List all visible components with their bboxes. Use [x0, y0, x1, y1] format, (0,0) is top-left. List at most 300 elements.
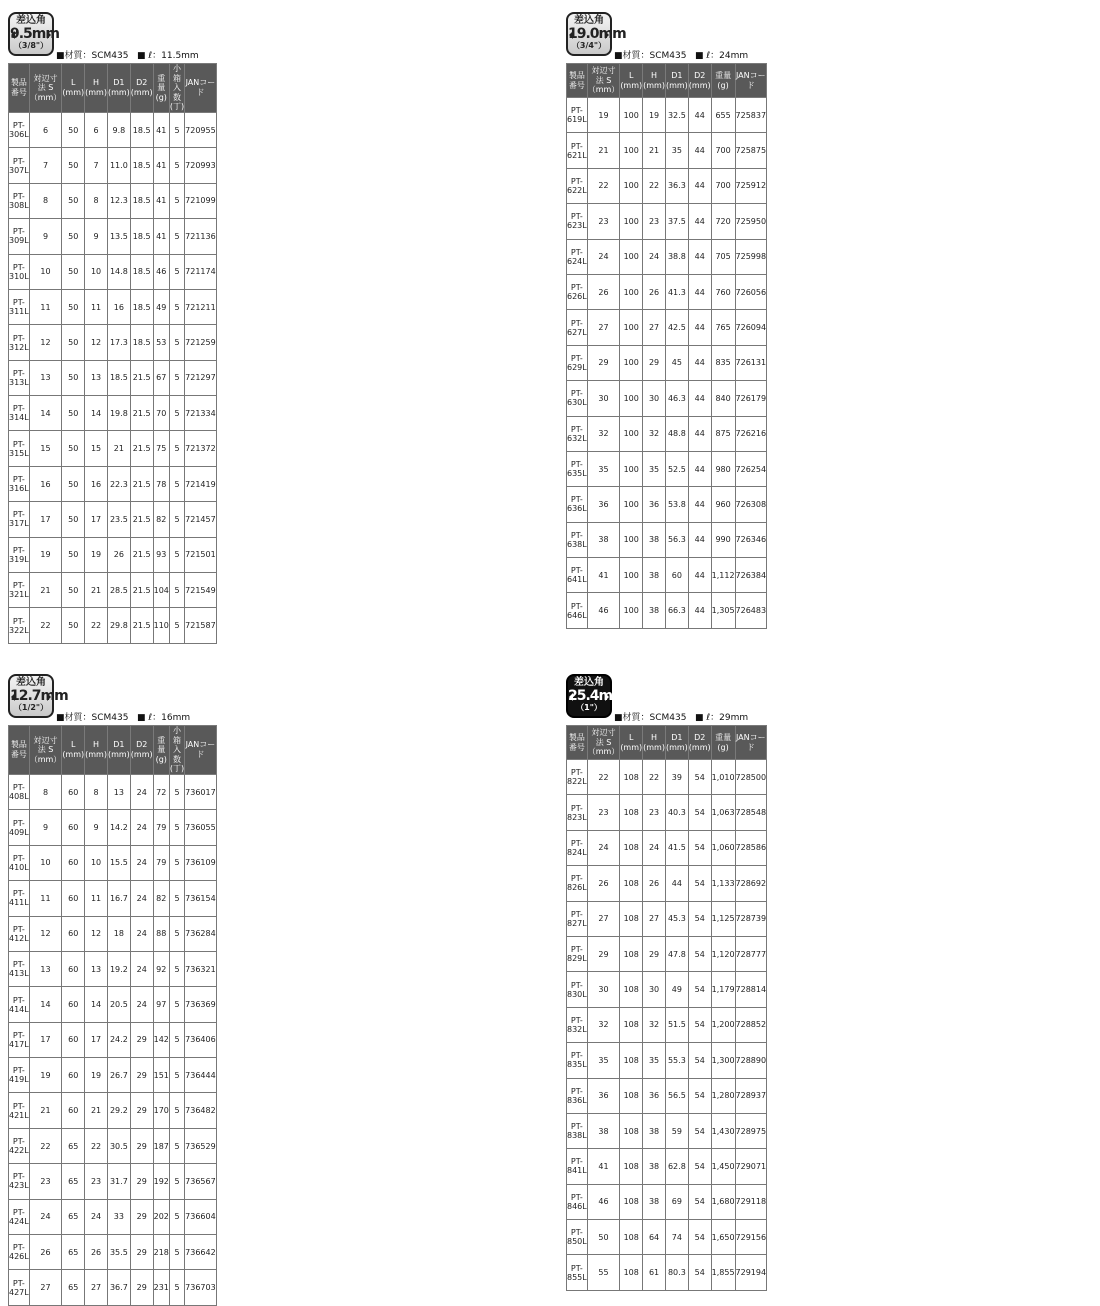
ell-text: ■ ℓ：29mm: [695, 713, 749, 723]
table-cell: 17: [85, 502, 108, 537]
product-code-cell: PT-623L: [567, 204, 588, 239]
table-cell: 728692: [735, 866, 767, 901]
table-cell: 29.8: [107, 608, 130, 643]
table-cell: 721259: [185, 325, 217, 360]
table-cell: 36: [587, 487, 620, 522]
table-cell: 41: [153, 219, 169, 254]
table-cell: 12: [29, 325, 62, 360]
table-cell: 100: [620, 522, 643, 557]
product-code-cell: PT-835L: [567, 1043, 588, 1078]
table-cell: 15: [85, 431, 108, 466]
table-cell: 51.5: [665, 1007, 688, 1042]
table-row: [567, 1184, 767, 1219]
table-cell: 21.5: [130, 466, 153, 501]
table-cell: 21.5: [130, 396, 153, 431]
table-cell: 1,063: [711, 795, 735, 830]
table-cell: 151: [153, 1058, 169, 1093]
table-cell: 8: [29, 774, 62, 809]
table-cell: 21.5: [130, 537, 153, 572]
table-cell: 17: [85, 1022, 108, 1057]
table-cell: 22: [643, 168, 666, 203]
table-cell: 22: [587, 168, 620, 203]
table-cell: 38: [643, 1149, 666, 1184]
table-cell: 1,305: [711, 593, 735, 628]
table-cell: 47.8: [665, 936, 688, 971]
table-cell: 29: [643, 936, 666, 971]
product-code-cell: PT-319L: [9, 537, 30, 572]
table-cell: 82: [153, 502, 169, 537]
column-header: H (mm): [85, 64, 108, 113]
table-cell: 5: [169, 254, 184, 289]
table-cell: 41: [587, 558, 620, 593]
table-cell: 100: [620, 239, 643, 274]
table-cell: 736154: [185, 881, 217, 916]
table-cell: 21.5: [130, 608, 153, 643]
table-cell: 5: [169, 1128, 184, 1163]
table-row: [9, 916, 217, 951]
product-code-cell: PT-311L: [9, 289, 30, 324]
table-cell: 736284: [185, 916, 217, 951]
table-cell: 60: [62, 1022, 85, 1057]
table-cell: 18.5: [130, 219, 153, 254]
column-header: JANコード: [735, 726, 767, 760]
table-cell: 50: [62, 112, 85, 147]
table-cell: 36.3: [665, 168, 688, 203]
column-header: D1 (mm): [665, 726, 688, 760]
spec-table: [566, 725, 767, 1291]
table-cell: 100: [620, 310, 643, 345]
table-cell: 23: [85, 1164, 108, 1199]
table-cell: 16.7: [107, 881, 130, 916]
table-cell: 88: [153, 916, 169, 951]
table-row: [9, 1128, 217, 1163]
product-code-cell: PT-636L: [567, 487, 588, 522]
table-cell: 35: [665, 133, 688, 168]
column-header: 製品番号: [9, 726, 30, 775]
table-cell: 726483: [735, 593, 767, 628]
column-header: 対辺寸法 S（mm）: [587, 726, 620, 760]
table-cell: 21: [107, 431, 130, 466]
table-cell: 50: [62, 537, 85, 572]
product-code-cell: PT-313L: [9, 360, 30, 395]
table-cell: 108: [620, 795, 643, 830]
column-header: 対辺寸法 S（mm）: [29, 64, 62, 113]
table-cell: 44: [688, 168, 711, 203]
product-code-cell: PT-641L: [567, 558, 588, 593]
table-cell: 218: [153, 1235, 169, 1270]
table-cell: 736017: [185, 774, 217, 809]
table-cell: 108: [620, 1007, 643, 1042]
table-cell: 69: [665, 1184, 688, 1219]
table-cell: 19: [29, 537, 62, 572]
table-cell: 5: [169, 810, 184, 845]
product-code-cell: PT-308L: [9, 183, 30, 218]
table-cell: 31.7: [107, 1164, 130, 1199]
table-row: [9, 1058, 217, 1093]
table-cell: 44: [688, 381, 711, 416]
table-cell: 8: [29, 183, 62, 218]
table-cell: 5: [169, 774, 184, 809]
table-cell: 13: [107, 774, 130, 809]
table-cell: 19.8: [107, 396, 130, 431]
ell-text: ■ ℓ：24mm: [695, 51, 749, 61]
material-text: ■材質：SCM435: [614, 713, 687, 723]
table-row: [9, 219, 217, 254]
table-cell: 18.5: [130, 148, 153, 183]
table-cell: 42.5: [665, 310, 688, 345]
table-cell: 37.5: [665, 204, 688, 239]
table-cell: 44: [688, 522, 711, 557]
product-code-cell: PT-621L: [567, 133, 588, 168]
table-cell: 23: [29, 1164, 62, 1199]
table-cell: 5: [169, 1058, 184, 1093]
table-cell: 32: [587, 416, 620, 451]
table-row: [9, 112, 217, 147]
table-header-row: [9, 64, 217, 113]
table-cell: 60: [62, 1058, 85, 1093]
table-cell: 15: [29, 431, 62, 466]
badge-label: 差込角: [574, 15, 604, 26]
table-cell: 728937: [735, 1078, 767, 1113]
table-cell: 24: [130, 774, 153, 809]
table-cell: 16: [29, 466, 62, 501]
table-cell: 97: [153, 987, 169, 1022]
table-cell: 6: [85, 112, 108, 147]
product-code-cell: PT-646L: [567, 593, 588, 628]
table-cell: 35: [587, 451, 620, 486]
product-code-cell: PT-827L: [567, 901, 588, 936]
table-cell: 60: [62, 845, 85, 880]
table-cell: 11: [29, 881, 62, 916]
product-code-cell: PT-419L: [9, 1058, 30, 1093]
table-row: [9, 1199, 217, 1234]
table-cell: 26: [29, 1235, 62, 1270]
table-cell: 30: [643, 972, 666, 1007]
table-cell: 24: [130, 845, 153, 880]
table-cell: 11.0: [107, 148, 130, 183]
table-cell: 70: [153, 396, 169, 431]
table-cell: 1,200: [711, 1007, 735, 1042]
table-cell: 32: [587, 1007, 620, 1042]
table-cell: 21.5: [130, 360, 153, 395]
column-header: D2 (mm): [688, 64, 711, 98]
product-code-cell: PT-312L: [9, 325, 30, 360]
table-cell: 726094: [735, 310, 767, 345]
table-cell: 19: [643, 98, 666, 133]
badge-label: 差込角: [574, 677, 604, 688]
table-cell: 100: [620, 168, 643, 203]
table-cell: 29: [130, 1022, 153, 1057]
table-cell: 48.8: [665, 416, 688, 451]
table-cell: 50: [62, 431, 85, 466]
table-cell: 10: [85, 254, 108, 289]
table-cell: 5: [169, 537, 184, 572]
table-cell: 50: [62, 608, 85, 643]
table-cell: 21: [643, 133, 666, 168]
table-cell: 5: [169, 148, 184, 183]
table-cell: 40.3: [665, 795, 688, 830]
table-cell: 1,855: [711, 1255, 735, 1290]
table-row: [567, 204, 767, 239]
table-cell: 50: [62, 325, 85, 360]
table-cell: 100: [620, 133, 643, 168]
column-header: 小箱入数 (丁): [169, 726, 185, 774]
badge-inch: （1"）: [576, 703, 602, 712]
table-cell: 721211: [185, 289, 217, 324]
table-cell: 100: [620, 558, 643, 593]
table-cell: 38: [643, 1184, 666, 1219]
table-cell: 29: [643, 345, 666, 380]
product-code-cell: PT-410L: [9, 845, 30, 880]
table-cell: 100: [620, 345, 643, 380]
table-cell: 1,280: [711, 1078, 735, 1113]
table-cell: 14: [29, 396, 62, 431]
table-cell: 5: [169, 1022, 184, 1057]
table-cell: 736529: [185, 1128, 217, 1163]
table-cell: 56.3: [665, 522, 688, 557]
table-cell: 726056: [735, 274, 767, 309]
table-cell: 100: [620, 487, 643, 522]
table-cell: 18: [107, 916, 130, 951]
table-cell: 1,060: [711, 830, 735, 865]
column-header: JANコード: [185, 64, 217, 113]
table-cell: 30.5: [107, 1128, 130, 1163]
table-cell: 108: [620, 1078, 643, 1113]
table-cell: 50: [62, 254, 85, 289]
spec-table: [566, 63, 767, 629]
table-cell: 93: [153, 537, 169, 572]
material-text: ■材質：SCM435: [56, 713, 129, 723]
table-cell: 36: [587, 1078, 620, 1113]
table-cell: 29: [130, 1270, 153, 1305]
table-cell: 66.3: [665, 593, 688, 628]
table-cell: 725837: [735, 98, 767, 133]
product-code-cell: PT-309L: [9, 219, 30, 254]
product-code-cell: PT-411L: [9, 881, 30, 916]
badge-size: 19.0mm: [568, 26, 626, 42]
table-row: [567, 310, 767, 345]
table-cell: 30: [587, 972, 620, 1007]
table-cell: 728777: [735, 936, 767, 971]
column-header: D1 (mm): [107, 726, 130, 775]
table-cell: 5: [169, 1235, 184, 1270]
table-cell: 11: [85, 289, 108, 324]
table-cell: 729194: [735, 1255, 767, 1290]
table-cell: 53.8: [665, 487, 688, 522]
table-cell: 41: [587, 1149, 620, 1184]
table-header-row: [567, 726, 767, 760]
table-cell: 721174: [185, 254, 217, 289]
table-row: [9, 148, 217, 183]
table-cell: 5: [169, 502, 184, 537]
table-cell: 9: [29, 810, 62, 845]
product-code-cell: PT-632L: [567, 416, 588, 451]
table-cell: 19: [85, 537, 108, 572]
table-cell: 38.8: [665, 239, 688, 274]
table-cell: 725950: [735, 204, 767, 239]
table-cell: 18.5: [130, 289, 153, 324]
table-cell: 1,680: [711, 1184, 735, 1219]
table-cell: 7: [29, 148, 62, 183]
table-cell: 24: [130, 810, 153, 845]
table-cell: 30: [587, 381, 620, 416]
table-cell: 10: [29, 254, 62, 289]
product-code-cell: PT-841L: [567, 1149, 588, 1184]
table-cell: 38: [643, 1113, 666, 1148]
table-row: [567, 1113, 767, 1148]
table-cell: 50: [62, 148, 85, 183]
table-row: [9, 608, 217, 643]
table-cell: 24: [587, 830, 620, 865]
table-cell: 50: [62, 289, 85, 324]
spec-table: [8, 63, 217, 644]
table-cell: 5: [169, 1164, 184, 1199]
table-cell: 36: [643, 1078, 666, 1113]
table-cell: 18.5: [130, 183, 153, 218]
column-header: L (mm): [62, 726, 85, 775]
table-cell: 54: [688, 1184, 711, 1219]
table-cell: 736604: [185, 1199, 217, 1234]
table-cell: 5: [169, 573, 184, 608]
table-cell: 54: [688, 1255, 711, 1290]
table-cell: 22: [29, 1128, 62, 1163]
table-cell: 54: [688, 760, 711, 795]
table-cell: 10: [29, 845, 62, 880]
table-cell: 24: [130, 951, 153, 986]
product-code-cell: PT-421L: [9, 1093, 30, 1128]
table-cell: 54: [688, 830, 711, 865]
table-cell: 108: [620, 760, 643, 795]
table-cell: 44: [688, 558, 711, 593]
product-code-cell: PT-307L: [9, 148, 30, 183]
table-cell: 21: [29, 573, 62, 608]
column-header: 重量 (g): [153, 726, 169, 775]
table-cell: 14: [85, 396, 108, 431]
table-cell: 728975: [735, 1113, 767, 1148]
product-code-cell: PT-316L: [9, 466, 30, 501]
table-row: [9, 502, 217, 537]
table-cell: 15.5: [107, 845, 130, 880]
table-row: [567, 239, 767, 274]
table-cell: 60: [62, 951, 85, 986]
table-cell: 21.5: [130, 431, 153, 466]
table-cell: 50: [62, 466, 85, 501]
table-cell: 655: [711, 98, 735, 133]
table-cell: 44: [688, 416, 711, 451]
table-cell: 721372: [185, 431, 217, 466]
product-code-cell: PT-322L: [9, 608, 30, 643]
table-cell: 108: [620, 866, 643, 901]
table-cell: 725875: [735, 133, 767, 168]
table-cell: 26: [107, 537, 130, 572]
column-header: JANコード: [185, 726, 217, 775]
table-cell: 46: [587, 1184, 620, 1219]
table-cell: 12: [29, 916, 62, 951]
table-cell: 736642: [185, 1235, 217, 1270]
table-cell: 41: [153, 112, 169, 147]
table-row: [567, 760, 767, 795]
table-cell: 21: [29, 1093, 62, 1128]
product-code-cell: PT-846L: [567, 1184, 588, 1219]
table-cell: 27: [587, 310, 620, 345]
column-header: 対辺寸法 S（mm）: [29, 726, 62, 775]
table-cell: 721334: [185, 396, 217, 431]
table-cell: 60: [62, 916, 85, 951]
table-cell: 108: [620, 936, 643, 971]
column-header: 製品番号: [567, 64, 588, 98]
product-code-cell: PT-629L: [567, 345, 588, 380]
table-cell: 22: [85, 608, 108, 643]
table-row: [9, 881, 217, 916]
table-cell: 100: [620, 593, 643, 628]
badge-size: 12.7mm: [10, 688, 68, 704]
table-cell: 27: [29, 1270, 62, 1305]
table-cell: 960: [711, 487, 735, 522]
column-header: L (mm): [620, 64, 643, 98]
material-text: ■材質：SCM435: [614, 51, 687, 61]
table-cell: 35: [587, 1043, 620, 1078]
table-cell: 27: [587, 901, 620, 936]
table-cell: 736369: [185, 987, 217, 1022]
table-cell: 50: [62, 183, 85, 218]
product-code-cell: PT-310L: [9, 254, 30, 289]
table-cell: 16: [107, 289, 130, 324]
table-cell: 5: [169, 289, 184, 324]
product-code-cell: PT-829L: [567, 936, 588, 971]
table-cell: 14.8: [107, 254, 130, 289]
table-cell: 12: [85, 325, 108, 360]
table-cell: 726254: [735, 451, 767, 486]
table-header-row: [9, 726, 217, 775]
table-cell: 9: [85, 810, 108, 845]
table-cell: 728814: [735, 972, 767, 1007]
column-header: 重量 (g): [711, 64, 735, 98]
table-cell: 46.3: [665, 381, 688, 416]
table-row: [9, 845, 217, 880]
table-cell: 5: [169, 608, 184, 643]
table-cell: 1,650: [711, 1220, 735, 1255]
table-cell: 36.7: [107, 1270, 130, 1305]
table-cell: 23: [643, 795, 666, 830]
table-cell: 728890: [735, 1043, 767, 1078]
table-row: [567, 972, 767, 1007]
table-cell: 21.5: [130, 502, 153, 537]
table-cell: 7: [85, 148, 108, 183]
table-cell: 50: [62, 396, 85, 431]
table-cell: 202: [153, 1199, 169, 1234]
table-cell: 5: [169, 219, 184, 254]
table-cell: 54: [688, 1113, 711, 1148]
product-code-cell: PT-424L: [9, 1199, 30, 1234]
table-cell: 17: [29, 502, 62, 537]
product-code-cell: PT-315L: [9, 431, 30, 466]
table-cell: 721136: [185, 219, 217, 254]
table-cell: 736703: [185, 1270, 217, 1305]
table-cell: 53: [153, 325, 169, 360]
table-cell: 36: [643, 487, 666, 522]
table-cell: 9: [29, 219, 62, 254]
table-row: [9, 396, 217, 431]
table-cell: 726384: [735, 558, 767, 593]
table-cell: 8: [85, 183, 108, 218]
table-cell: 1,120: [711, 936, 735, 971]
table-cell: 32.5: [665, 98, 688, 133]
table-cell: 55.3: [665, 1043, 688, 1078]
table-cell: 11: [85, 881, 108, 916]
product-code-cell: PT-427L: [9, 1270, 30, 1305]
product-code-cell: PT-417L: [9, 1022, 30, 1057]
table-cell: 5: [169, 987, 184, 1022]
